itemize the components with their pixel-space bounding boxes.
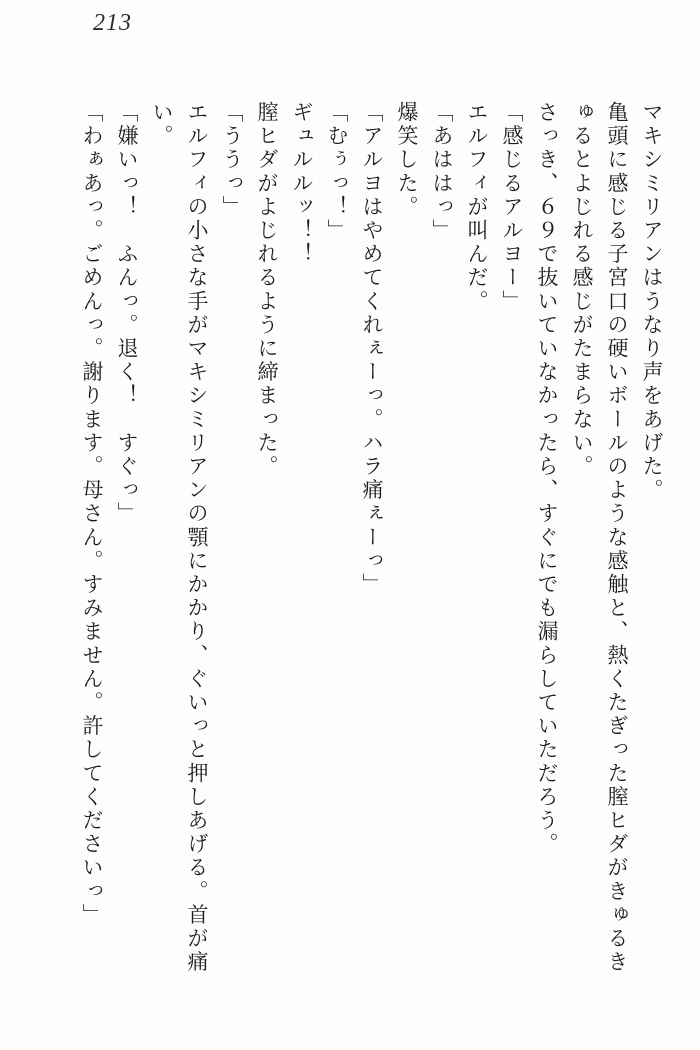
text-line: ギュルルッ！！ [290, 101, 314, 267]
page-number: 213 [93, 10, 132, 36]
text-line: 「アルヨはやめてくれぇーっ。ハラ痛ぇーっ」 [360, 101, 384, 597]
vertical-text-block [74, 101, 669, 981]
text-line: マキシミリアンはうなり声をあげた。 [640, 101, 664, 503]
text-line: 亀頭に感じる子宮口の硬いボールのような感触と、熱くたぎった膣ヒダがきゅるき [605, 101, 629, 975]
text-line: 爆笑した。 [395, 101, 419, 219]
text-line: 「あははっ」 [430, 101, 454, 243]
text-line: 「ううっ」 [220, 101, 244, 219]
text-line: 「感じるアルヨー」 [500, 101, 524, 314]
text-line: エルフィの小さな手がマキシミリアンの顎にかかり、ぐいっと押しあげる。首が痛 [185, 101, 209, 975]
text-line: 「わぁあっ。ごめんっ。謝ります。母さん。すみません。許してくださいっ」 [80, 101, 104, 927]
text-line: 「むぅっ！」 [325, 101, 349, 243]
text-line: エルフィが叫んだ。 [465, 101, 489, 314]
text-line: ゅるとよじれる感じがたまらない。 [570, 101, 594, 479]
text-line: 膣ヒダがよじれるように締まった。 [255, 101, 279, 479]
text-line: 「嫌いっ！ ふんっ。退く！ すぐっ」 [115, 101, 139, 526]
text-line: い。 [150, 101, 174, 149]
text-line: さっき、６９で抜いていなかったら、すぐにでも漏らしていただろう。 [535, 101, 559, 857]
